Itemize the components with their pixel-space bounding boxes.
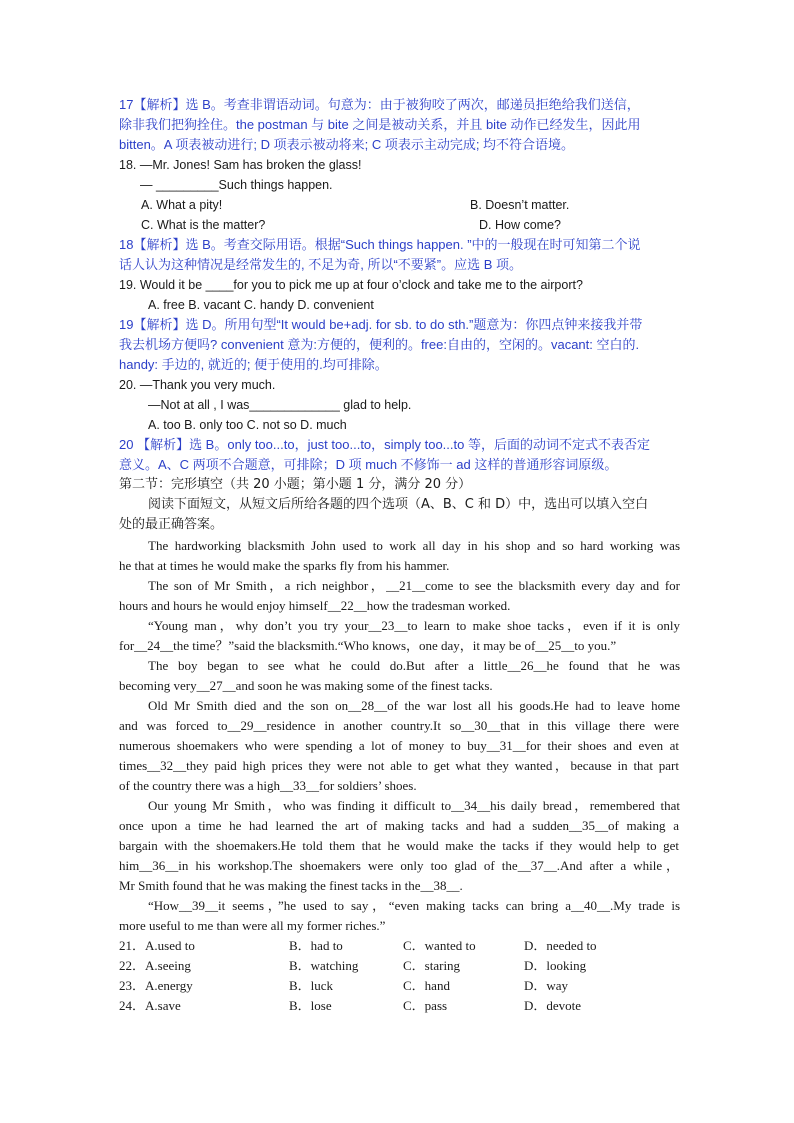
text-line-l41: “How__39__it seems，”he used to say，“even making tacks can bring a__40__.My trade is [148,898,680,913]
text-line-l42: more useful to me than were all my former riches.” [119,918,386,933]
option-o22-1: B．watching [289,958,359,973]
text-line-l39: him__36__in his workshop.The shoemakers were only too glad of the__37__.And after a while， [119,858,679,873]
text-line-l29: The boy began to see what he could do.But after a little__26__he found that he was [148,658,680,673]
text-line-l24: he that at times he would make the sparks fly from his hammer. [119,558,450,573]
text-line-l18: 20 【解析】选 B。only too...to，just too...to，simply too...to 等，后面的动词不定式不表否定 [119,437,650,452]
option-o24-2: C．pass [403,998,448,1013]
text-line-l4: 18. —Mr. Jones! Sam has broken the glass! [119,158,362,172]
option-o22-3: D．looking [524,958,587,973]
text-line-l31: Old Mr Smith died and the son on__28__of the war lost all his goods.He had to leave home [148,698,680,713]
option-o23-1: B．luck [289,978,334,993]
options-row-o22 [0,957,794,975]
option-o21-1: B．had to [289,938,343,953]
text-line-l25: The son of Mr Smith，a rich neighbor，__21__come to see the blacksmith every day and for [148,578,680,593]
option-o21-2: C．wanted to [403,938,476,953]
text-line-l2: 除非我们把狗拴住。the postman 与 bite 之间是被动关系，并且 bite 动作已经发生，因此用 [119,117,641,132]
option-o21-3: D．needed to [524,938,597,953]
text-line-l5: — _________Such things happen. [140,178,333,192]
text-line-l16: —Not at all , I was_____________ glad to help. [148,398,412,412]
option-o22-2: C．staring [403,958,461,973]
option-o23-3: D．way [524,978,569,993]
text-line-l19: 意义。A、C 两项不合题意，可排除；D 项 much 不修饰一 ad 这样的普通形容词原级。 [119,457,618,472]
text-line-l12: 19【解析】选 D。所用句型“It would be+adj. for sb. to do sth.”题意为：你四点钟来接我并带 [119,317,643,332]
text-line-l37: once upon a time he had learned the art of making tacks and had a sudden__35__of making a [119,818,679,833]
option-o18-0: A. What a pity! [141,198,223,212]
option-o22-0: 22．A.seeing [119,958,191,973]
text-line-l28: for__24__the time？”said the blacksmith.“Who knows，one day，it may be of__25__to you.” [119,638,617,653]
text-line-l27: “Young man，why don’t you try your__23__to learn to make shoe tacks，even if it is only [148,618,680,633]
text-line-l9: 话人认为这种情况是经常发生的, 不足为奇, 所以“不要紧”。应选 B 项。 [119,257,523,272]
text-line-l15: 20. —Thank you very much. [119,378,276,392]
options-row-o18 [0,196,794,214]
options-row-o24 [0,997,794,1015]
text-line-l35: of the country there was a high__33__for soldiers’ shoes. [119,778,417,793]
text-line-l32: and was forced to__29__residence in another country.It so__30__that in this village there were [119,718,679,733]
text-line-l17: A. too B. only too C. not so D. much [148,418,347,432]
text-line-l22: 处的最正确答案。 [119,517,224,532]
options-row-o23 [0,977,794,995]
option-o21-0: 21．A.used to [119,938,195,953]
text-line-l40: Mr Smith found that he was making the finest tacks in the__38__. [119,878,463,893]
option-o24-3: D．devote [524,998,582,1013]
text-line-l21: 阅读下面短文，从短文后所给各题的四个选项（A、B、C 和 D）中，选出可以填入空白 [148,497,649,512]
option-o24-1: B．lose [289,998,332,1013]
text-line-l11: A. free B. vacant C. handy D. convenient [148,298,374,312]
option-o18b-1: D. How come? [479,218,561,232]
text-line-l1: 17【解析】选 B。考查非谓语动词。句意为：由于被狗咬了两次，邮递员拒绝给我们送信， [119,97,640,112]
option-o23-0: 23．A.energy [119,978,193,993]
option-o18b-0: C. What is the matter? [141,218,266,232]
text-line-l14: handy: 手边的, 就近的; 便于使用的.均可排除。 [119,357,388,372]
options-row-o18b [0,216,794,234]
text-line-l26: hours and hours he would enjoy himself__22__how the tradesman worked. [119,598,511,613]
option-o23-2: C．hand [403,978,450,993]
option-o18-1: B. Doesn’t matter. [470,198,570,212]
text-line-l36: Our young Mr Smith，who was finding it difficult to__34__his daily bread，remembered that [148,798,680,813]
option-o24-0: 24．A.save [119,998,181,1013]
text-line-l33: numerous shoemakers who were spending a lot of money to buy__31__for their shoes and even at [119,738,679,753]
text-line-l8: 18【解析】选 B。考查交际用语。根据“Such things happen. ”中的一般现在时可知第二个说 [119,237,641,252]
text-line-l20: 第二节：完形填空（共 20 小题；第小题 1 分，满分 20 分） [119,477,472,492]
text-line-l38: bargain with the shoemakers.He told them that he would make the tacks if they would help to get [119,838,679,853]
text-line-l34: times__32__they paid high prices they were not able to get what they wanted，because in that part [119,758,679,773]
text-line-l3: bitten。A 项表被动进行; D 项表示被动将来; C 项表示主动完成; 均不符合语境。 [119,137,575,152]
options-row-o21 [0,937,794,955]
text-line-l23: The hardworking blacksmith John used to work all day in his shop and so hard working was [148,538,680,553]
text-line-l10: 19. Would it be ____for you to pick me up at four o’clock and take me to the airport? [119,278,583,292]
text-line-l13: 我去机场方便吗? convenient 意为:方便的，便利的。free:自由的，空闲的。vacant: 空白的. [119,337,640,352]
text-line-l30: becoming very__27__and soon he was making some of the finest tacks. [119,678,493,693]
